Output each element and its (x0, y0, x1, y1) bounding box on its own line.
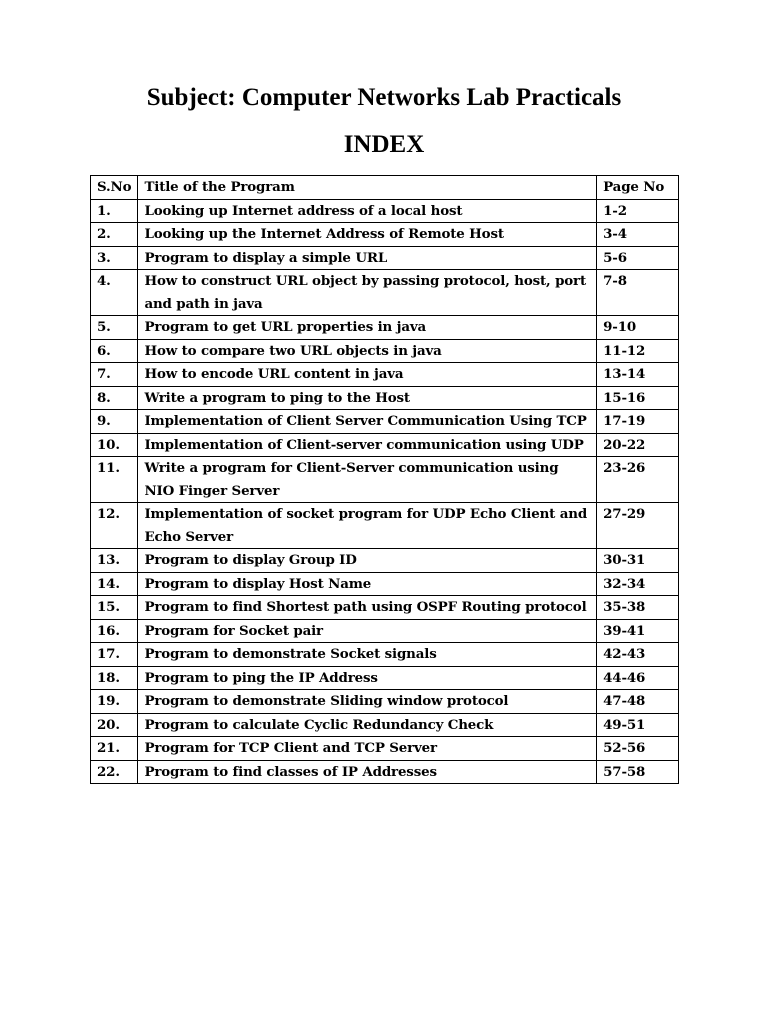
table-row (91, 386, 679, 410)
row-page: 17-19 (597, 410, 679, 434)
row-sno: 10. (91, 433, 138, 457)
table-row (91, 503, 679, 549)
row-sno: 20. (91, 713, 138, 737)
row-title: Program to demonstrate Sliding window protocol (138, 690, 597, 714)
row-sno: 18. (91, 666, 138, 690)
row-sno: 13. (91, 549, 138, 573)
row-title: Program for Socket pair (138, 619, 597, 643)
page-title: Subject: Computer Networks Lab Practicals (146, 84, 622, 111)
row-page: 49-51 (597, 713, 679, 737)
table-row (91, 223, 679, 247)
table-row (91, 690, 679, 714)
row-title: Program to ping the IP Address (138, 666, 597, 690)
row-title: Program to display a simple URL (138, 246, 597, 270)
row-page: 7-8 (597, 270, 679, 316)
row-sno: 12. (91, 503, 138, 549)
row-sno: 19. (91, 690, 138, 714)
index-heading: INDEX (343, 131, 425, 158)
table-header-row (91, 176, 679, 200)
row-sno: 1. (91, 199, 138, 223)
header-title: Title of the Program (138, 176, 597, 200)
row-title: Program to find classes of IP Addresses (138, 760, 597, 784)
table-row (91, 339, 679, 363)
row-page: 5-6 (597, 246, 679, 270)
table-row (91, 363, 679, 387)
row-page: 35-38 (597, 596, 679, 620)
row-page: 32-34 (597, 572, 679, 596)
row-page: 27-29 (597, 503, 679, 549)
row-title: Program to demonstrate Socket signals (138, 643, 597, 667)
row-page: 9-10 (597, 316, 679, 340)
row-title: Write a program to ping to the Host (138, 386, 597, 410)
row-page: 11-12 (597, 339, 679, 363)
row-title: Program for TCP Client and TCP Server (138, 737, 597, 761)
table-row (91, 457, 679, 503)
table-row (91, 713, 679, 737)
row-sno: 3. (91, 246, 138, 270)
row-title: Program to calculate Cyclic Redundancy Check (138, 713, 597, 737)
row-page: 3-4 (597, 223, 679, 247)
header-sno: S.No (91, 176, 138, 200)
table-row (91, 270, 679, 316)
row-sno: 4. (91, 270, 138, 316)
row-sno: 2. (91, 223, 138, 247)
row-sno: 21. (91, 737, 138, 761)
row-title: Looking up Internet address of a local host (138, 199, 597, 223)
row-title: Program to display Host Name (138, 572, 597, 596)
table-row (91, 572, 679, 596)
table-row (91, 246, 679, 270)
row-sno: 16. (91, 619, 138, 643)
header-page: Page No (597, 176, 679, 200)
row-page: 23-26 (597, 457, 679, 503)
row-page: 42-43 (597, 643, 679, 667)
row-title: Looking up the Internet Address of Remote Host (138, 223, 597, 247)
table-row (91, 433, 679, 457)
row-title: How to construct URL object by passing protocol, host, port and path in java (138, 270, 597, 316)
row-sno: 8. (91, 386, 138, 410)
row-sno: 9. (91, 410, 138, 434)
row-page: 13-14 (597, 363, 679, 387)
row-title: How to encode URL content in java (138, 363, 597, 387)
table-row (91, 619, 679, 643)
row-sno: 17. (91, 643, 138, 667)
row-title: Implementation of Client-server communication using UDP (138, 433, 597, 457)
row-page: 20-22 (597, 433, 679, 457)
row-title: Implementation of socket program for UDP Echo Client and Echo Server (138, 503, 597, 549)
row-page: 15-16 (597, 386, 679, 410)
row-sno: 6. (91, 339, 138, 363)
table-row (91, 596, 679, 620)
row-title: Implementation of Client Server Communication Using TCP (138, 410, 597, 434)
table-row (91, 316, 679, 340)
row-page: 47-48 (597, 690, 679, 714)
row-page: 57-58 (597, 760, 679, 784)
row-page: 39-41 (597, 619, 679, 643)
row-sno: 15. (91, 596, 138, 620)
index-table (90, 175, 679, 784)
row-title: Write a program for Client-Server communication using NIO Finger Server (138, 457, 597, 503)
table-row (91, 666, 679, 690)
row-page: 1-2 (597, 199, 679, 223)
row-title: Program to display Group ID (138, 549, 597, 573)
table-row (91, 760, 679, 784)
row-page: 52-56 (597, 737, 679, 761)
row-page: 44-46 (597, 666, 679, 690)
table-row (91, 199, 679, 223)
table-row (91, 549, 679, 573)
row-title: Program to get URL properties in java (138, 316, 597, 340)
row-sno: 5. (91, 316, 138, 340)
row-sno: 22. (91, 760, 138, 784)
table-row (91, 643, 679, 667)
table-row (91, 737, 679, 761)
row-sno: 11. (91, 457, 138, 503)
row-sno: 14. (91, 572, 138, 596)
row-title: How to compare two URL objects in java (138, 339, 597, 363)
row-sno: 7. (91, 363, 138, 387)
row-page: 30-31 (597, 549, 679, 573)
table-row (91, 410, 679, 434)
row-title: Program to find Shortest path using OSPF Routing protocol (138, 596, 597, 620)
